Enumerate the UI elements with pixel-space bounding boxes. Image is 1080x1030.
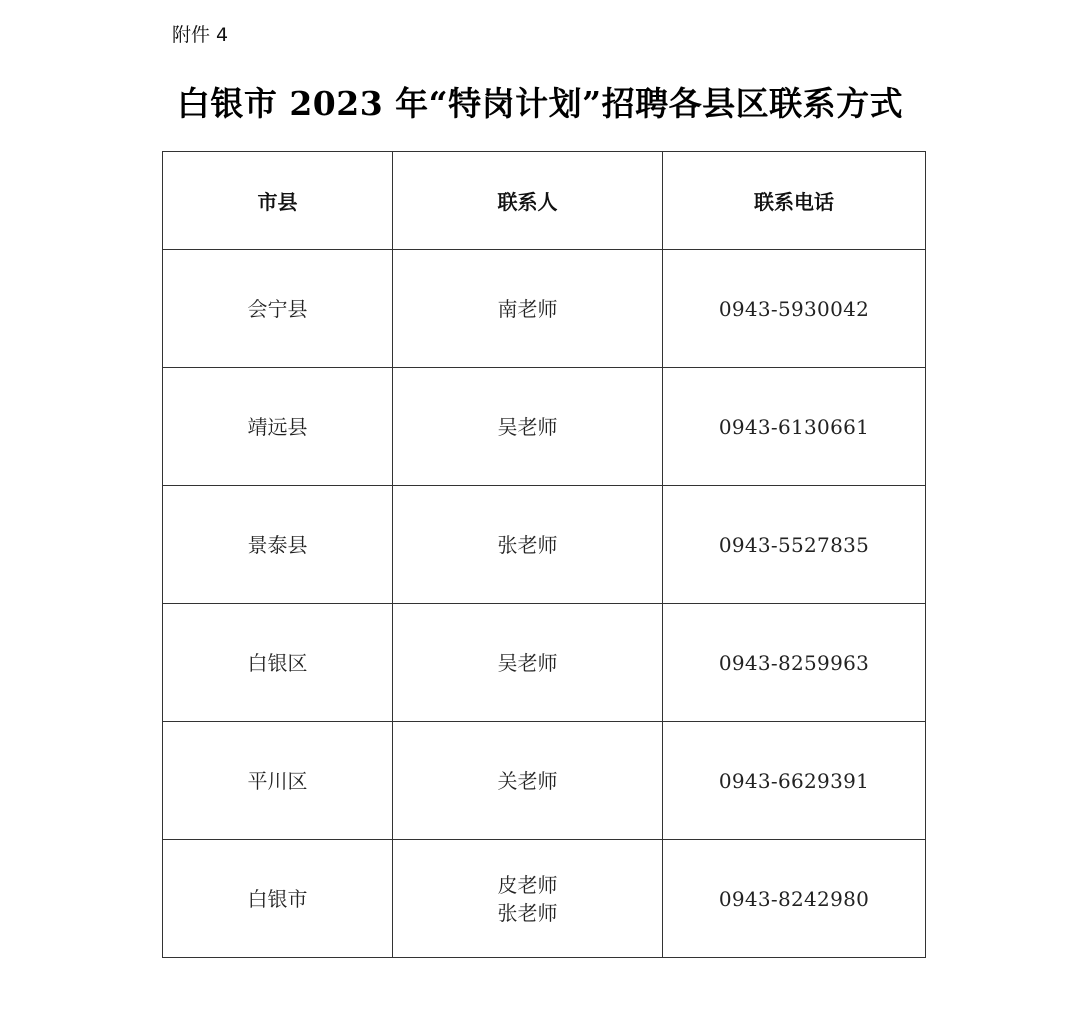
table-row: [163, 486, 926, 604]
phone-cell: 0943-5527835: [663, 486, 926, 604]
phone-cell: 0943-6130661: [663, 368, 926, 486]
region-cell: 平川区: [163, 722, 393, 840]
contact-name: 吴老师: [497, 414, 558, 439]
phone-cell: 0943-5930042: [663, 250, 926, 368]
region-cell: 景泰县: [163, 486, 393, 604]
region-cell: 靖远县: [163, 368, 393, 486]
attachment-label: 附件 4: [172, 24, 229, 46]
contact-name: 吴老师: [497, 650, 558, 675]
contact-cell: [393, 486, 663, 604]
contact-cell: [393, 250, 663, 368]
region-cell: 白银市: [163, 840, 393, 958]
header-phone: 联系电话: [663, 152, 926, 250]
contact-name: 南老师: [497, 296, 558, 321]
contact-name: 皮老师: [497, 872, 558, 897]
phone-cell: 0943-6629391: [663, 722, 926, 840]
header-contact-person: 联系人: [393, 152, 663, 250]
table-header-row: [163, 152, 926, 250]
contact-cell: [393, 604, 663, 722]
page-title: 白银市 2023 年“特岗计划”招聘各县区联系方式: [176, 84, 904, 123]
table-row: [163, 604, 926, 722]
header-region: 市县: [163, 152, 393, 250]
phone-cell: 0943-8259963: [663, 604, 926, 722]
region-cell: 白银区: [163, 604, 393, 722]
contact-name: 张老师: [497, 532, 558, 557]
contact-name: 关老师: [497, 768, 558, 793]
contact-cell: [393, 368, 663, 486]
table-row: [163, 722, 926, 840]
table-row: [163, 840, 926, 958]
contact-cell: [393, 722, 663, 840]
contact-cell: [393, 840, 663, 958]
contacts-table: [162, 151, 926, 958]
table-row: [163, 368, 926, 486]
contact-name: 张老师: [497, 900, 558, 925]
phone-cell: 0943-8242980: [663, 840, 926, 958]
table-row: [163, 250, 926, 368]
region-cell: 会宁县: [163, 250, 393, 368]
